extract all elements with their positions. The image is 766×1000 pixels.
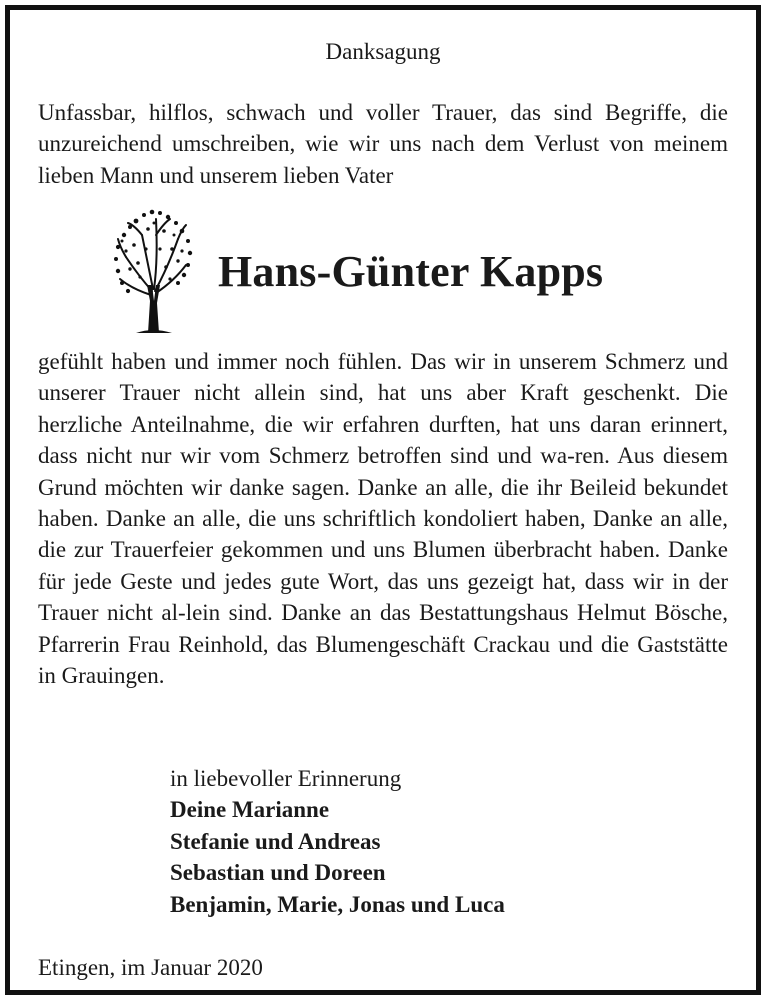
intro-paragraph: Unfassbar, hilflos, schwach und voller Trauer, das sind Begriffe, die unzureichend umschreiben, wie wir uns nach dem Verlust von meinem lieben Mann und unserem lieben Vater <box>38 100 728 188</box>
place-date: Etingen, im Januar 2020 <box>38 955 263 980</box>
signatory-line: Stefanie und Andreas <box>170 828 381 854</box>
signatory-line: Deine Marianne <box>170 797 330 823</box>
signoff-block <box>170 763 505 920</box>
deceased-name: Hans-Günter Kapps <box>218 247 604 296</box>
closing-line: in liebevoller Erinnerung <box>170 766 402 791</box>
body-paragraph: gefühlt haben und immer noch fühlen. Das wir in unserem Schmerz und unserer Trauer nicht allein sind, hat uns aber Kraft geschenkt. Die herzliche Anteilnahme, die wir erfahren durften, hat uns daran erinnert, dass nicht nur wir vom Schmerz betroffen sind und wa-ren. Aus diesem Grund möchten wir danke sagen. Danke an alle, die ihr Beileid bekundet haben. Danke an alle, die uns schriftlich kondoliert haben, Danke an alle, die zur Trauerfeier gekommen und uns Blumen überbracht haben. Danke für jede Geste und jedes gute Wort, das uns gezeigt hat, dass wir in der Trauer nicht al-lein sind. Danke an das Bestattungshaus Helmut Bösche, Pfarrerin Frau Reinhold, das Blumengeschäft Crackau und die Gaststätte in Grauingen. <box>38 349 728 689</box>
name-row <box>10 205 756 340</box>
notice-frame <box>5 5 761 995</box>
signatory-line: Sebastian und Doreen <box>170 860 386 886</box>
signatory-line: Benjamin, Marie, Jonas und Luca <box>170 891 505 917</box>
notice-heading: Danksagung <box>325 39 441 64</box>
tree-icon <box>108 205 198 335</box>
